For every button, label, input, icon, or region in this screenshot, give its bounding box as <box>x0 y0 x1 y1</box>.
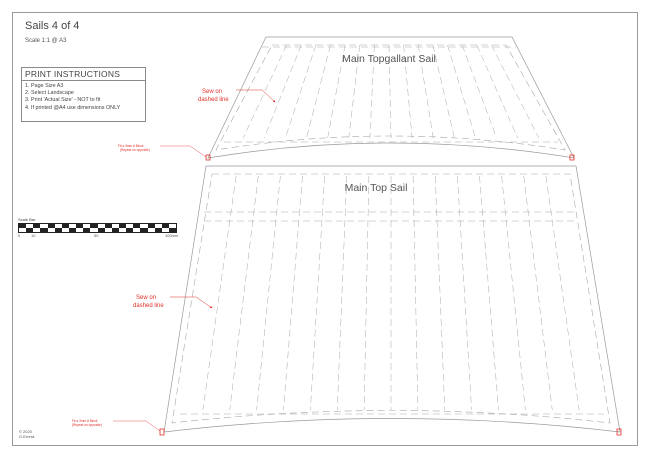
topsail-outline <box>164 166 620 432</box>
seam-line <box>203 176 236 410</box>
page-title: Sails 4 of 4 <box>25 20 80 32</box>
seam-line <box>524 176 553 410</box>
seam-line <box>457 176 471 410</box>
seam-line <box>477 45 518 138</box>
seam-line <box>435 176 445 410</box>
seam-line <box>546 176 579 410</box>
block-marker-left <box>160 429 164 435</box>
instruction-item: 4. If printed @A4 use dimensions ONLY <box>25 104 121 111</box>
sew-note-line2: dashed line <box>133 303 164 309</box>
seam-line <box>257 176 281 410</box>
copyright-name: G.Errera <box>19 434 35 439</box>
scale-tick-label: 50 <box>94 233 99 238</box>
fit-note-line1: Fit a 3mm A Block <box>118 144 144 148</box>
copyright-year: © 2020 <box>19 429 32 434</box>
fit-note-line2: (Repeat on opposite) <box>72 423 102 427</box>
sew-note-arrow <box>236 90 275 102</box>
fit-note-leader <box>113 421 160 431</box>
print-instructions-heading: PRINT INSTRUCTIONS <box>22 68 145 81</box>
seam-line <box>480 176 499 410</box>
scale-tick-label: 10 <box>31 233 36 238</box>
instruction-item: 3. Print 'Actual Size' - NOT to fit <box>25 97 101 104</box>
top-sail <box>72 166 621 435</box>
scale-tick-label: 0 <box>18 233 21 238</box>
instruction-item: 1. Page Size A3 <box>25 83 64 89</box>
seam-line <box>310 176 324 410</box>
scale-note: Scale 1:1 @ A3 <box>25 38 67 44</box>
fit-note-line2: (Repeat on opposite) <box>120 148 150 152</box>
seam-line <box>307 45 331 138</box>
topgallant-sail <box>118 37 574 160</box>
topsail-seams <box>203 176 579 410</box>
scale-bar-label: Scale Bar <box>18 217 36 222</box>
fit-note-leader <box>160 146 206 157</box>
seam-line <box>337 176 347 410</box>
copyright-note <box>19 429 34 439</box>
seam-line <box>462 45 497 138</box>
seam-line <box>448 45 476 138</box>
seam-line <box>285 45 316 138</box>
seam-line <box>433 45 455 138</box>
seam-line <box>230 176 259 410</box>
seam-line <box>264 45 301 138</box>
seam-line <box>284 176 303 410</box>
scale-tick-label: 100mm <box>165 233 179 238</box>
sew-note-line1: Sew on <box>136 295 157 301</box>
seam-line <box>502 176 526 410</box>
topgallant-sail-title: Main Topgallant Sail <box>342 53 436 65</box>
sew-note-line1: Sew on <box>202 89 223 95</box>
seam-line <box>364 176 369 410</box>
seam-line <box>491 45 539 138</box>
sew-note-line2: dashed line <box>198 97 229 103</box>
fit-note-line1: Fit a 3mm A Block <box>72 419 98 423</box>
topsail-title: Main Top Sail <box>344 182 408 194</box>
instruction-item: 2. Select Landscape <box>25 90 74 97</box>
seam-line <box>413 176 418 410</box>
